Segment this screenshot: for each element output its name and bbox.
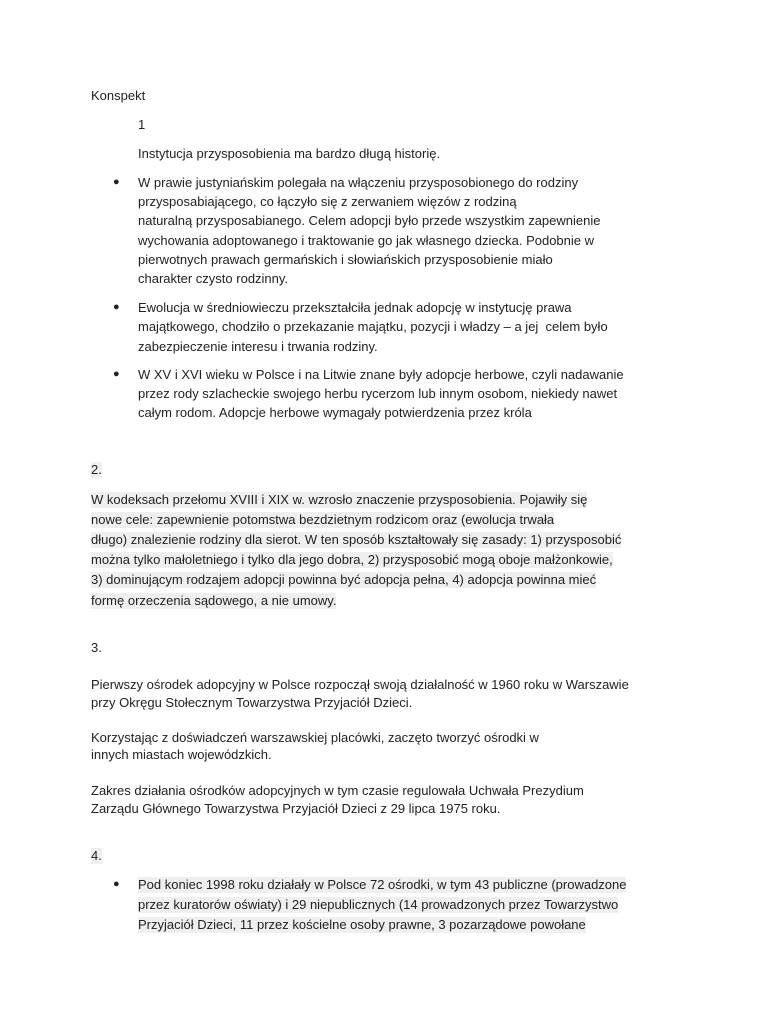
section-4-bullet-1-line: przez kuratorów oświaty) i 29 niepublicznych (14 prowadzonych przez Towarzystwo [138, 897, 619, 912]
bullet-marker: ● [113, 301, 120, 313]
section-2-line: długo) znalezienie rodziny dla sierot. W ten sposób kształtowały się zasady: 1) przysposobić [91, 532, 622, 547]
bullet-marker: ● [113, 176, 120, 188]
section-1-bullet-1-line: W prawie justyniańskim polegała na włączeniu przysposobionego do rodziny [138, 175, 579, 190]
section-1-bullet-1-line: wychowania adoptowanego i traktowanie go jak własnego dziecka. Podobnie w [138, 233, 595, 248]
section-3-paragraph-3-line: Zarządu Głównego Towarzystwa Przyjaciół Dzieci z 29 lipca 1975 roku. [91, 801, 501, 816]
section-1-bullet-2-line: zabezpieczenie interesu i trwania rodziny. [138, 339, 378, 354]
section-2-line: nowe cele: zapewnienie potomstwa bezdzietnym rodzicom oraz (ewolucja trwała [91, 512, 555, 527]
section-1-bullet-1-line: przysposabiającego, co łączyło się z zerwaniem więzów z rodziną [138, 194, 517, 209]
section-1-bullet-3-line: całym rodom. Adopcje herbowe wymagały potwierdzenia przez króla [138, 405, 532, 420]
section-1-bullet-3-line: przez rody szlacheckie swojego herbu rycerzom lub innym osobom, niekiedy nawet [138, 386, 618, 401]
section-2-line: 3) dominującym rodzajem adopcji powinna być adopcja pełna, 4) adopcja powinna mieć [91, 572, 597, 587]
section-2-line: W kodeksach przełomu XVIII i XIX w. wzrosło znaczenie przysposobienia. Pojawiły się [91, 492, 588, 507]
section-1-bullet-2-line: Ewolucja w średniowieczu przekształciła jednak adopcję w instytucję prawa [138, 300, 572, 315]
section-4-number: 4. [91, 848, 102, 863]
section-3-paragraph-3-line: Zakres działania ośrodków adopcyjnych w tym czasie regulowała Uchwała Prezydium [91, 783, 584, 798]
section-2-line: formę orzeczenia sądowego, a nie umowy. [91, 593, 337, 608]
section-3-paragraph-1-line: Pierwszy ośrodek adopcyjny w Polsce rozpoczął swoją działalność w 1960 roku w Warszawie [91, 677, 629, 692]
bullet-marker: ● [113, 878, 120, 890]
section-1-bullet-1-line: charakter czysto rodzinny. [138, 271, 289, 286]
section-3-paragraph-2-line: innych miastach wojewódzkich. [91, 747, 272, 762]
section-2-line: można tylko małoletniego i tylko dla jego dobra, 2) przysposobić mogą oboje małżonkowie, [91, 552, 613, 567]
section-1-bullet-2-line: majątkowego, chodziło o przekazanie majątku, pozycji i władzy – a jej celem było [138, 319, 608, 334]
section-1-number: 1 [138, 117, 146, 132]
section-1-bullet-1-line: pierwotnych prawach germańskich i słowiańskich przysposobienie miało [138, 252, 553, 267]
section-3-number: 3. [91, 640, 102, 655]
section-4-bullet-1-line: Przyjaciół Dzieci, 11 przez kościelne osoby prawne, 3 pozarządowe powołane [138, 917, 586, 932]
section-1-bullet-1-line: naturalną przysposabianego. Celem adopcji było przede wszystkim zapewnienie [138, 213, 601, 228]
section-1-bullet-3-line: W XV i XVI wieku w Polsce i na Litwie znane były adopcje herbowe, czyli nadawanie [138, 367, 624, 382]
document-title: Konspekt [91, 88, 146, 103]
section-3-paragraph-2-line: Korzystając z doświadczeń warszawskiej placówki, zaczęto tworzyć ośrodki w [91, 730, 539, 745]
section-2-number: 2. [91, 462, 102, 477]
section-3-paragraph-1-line: przy Okręgu Stołecznym Towarzystwa Przyjaciół Dzieci. [91, 695, 413, 710]
section-1-intro: Instytucja przysposobienia ma bardzo długą historię. [138, 146, 441, 161]
bullet-marker: ● [113, 368, 120, 380]
section-4-bullet-1-line: Pod koniec 1998 roku działały w Polsce 72 ośrodki, w tym 43 publiczne (prowadzone [138, 877, 627, 892]
